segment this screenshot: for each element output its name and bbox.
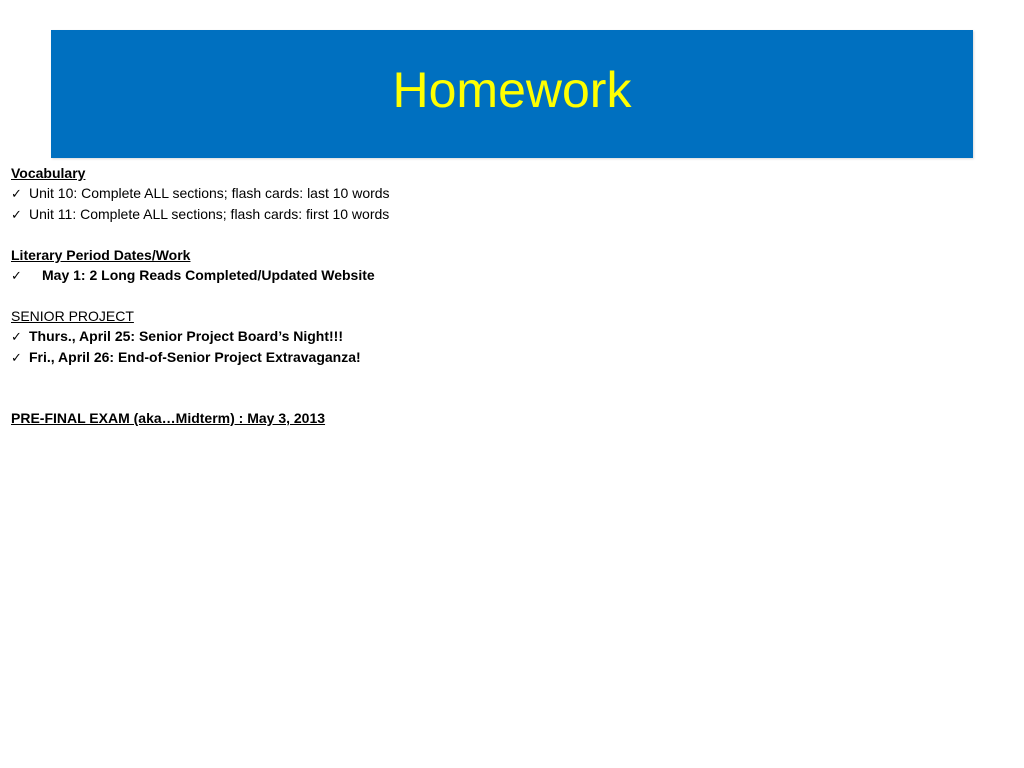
spacer — [11, 367, 1001, 387]
check-icon: ✓ — [11, 350, 22, 366]
check-icon: ✓ — [11, 268, 22, 284]
list-item — [11, 347, 1001, 367]
literary-item-1: May 1: 2 Long Reads Completed/Updated Website — [42, 266, 375, 283]
check-icon: ✓ — [11, 207, 22, 223]
slide-title: Homework — [392, 62, 632, 118]
check-icon: ✓ — [11, 187, 22, 203]
list-item — [11, 204, 1001, 224]
senior-project-heading: SENIOR PROJECT — [11, 307, 134, 324]
spacer — [11, 224, 1001, 244]
spacer — [11, 387, 1001, 407]
slide-body — [11, 163, 1001, 428]
exam-line: PRE-FINAL EXAM (aka…Midterm) : May 3, 2013 — [11, 409, 326, 426]
list-item — [11, 326, 1001, 346]
list-item — [11, 183, 1001, 203]
vocabulary-item-2: Unit 11: Complete ALL sections; flash cards: first 10 words — [29, 205, 390, 222]
literary-heading: Literary Period Dates/Work — [11, 246, 191, 263]
title-bar — [51, 30, 973, 158]
vocabulary-heading: Vocabulary — [11, 165, 86, 181]
list-item — [11, 265, 1001, 285]
senior-project-item-1: Thurs., April 25: Senior Project Board’s Night!!! — [29, 328, 343, 345]
spacer — [11, 285, 1001, 305]
vocabulary-item-1: Unit 10: Complete ALL sections; flash cards: last 10 words — [29, 185, 390, 202]
senior-project-item-2: Fri., April 26: End-of-Senior Project Extravaganza! — [29, 348, 361, 365]
check-icon: ✓ — [11, 330, 22, 346]
